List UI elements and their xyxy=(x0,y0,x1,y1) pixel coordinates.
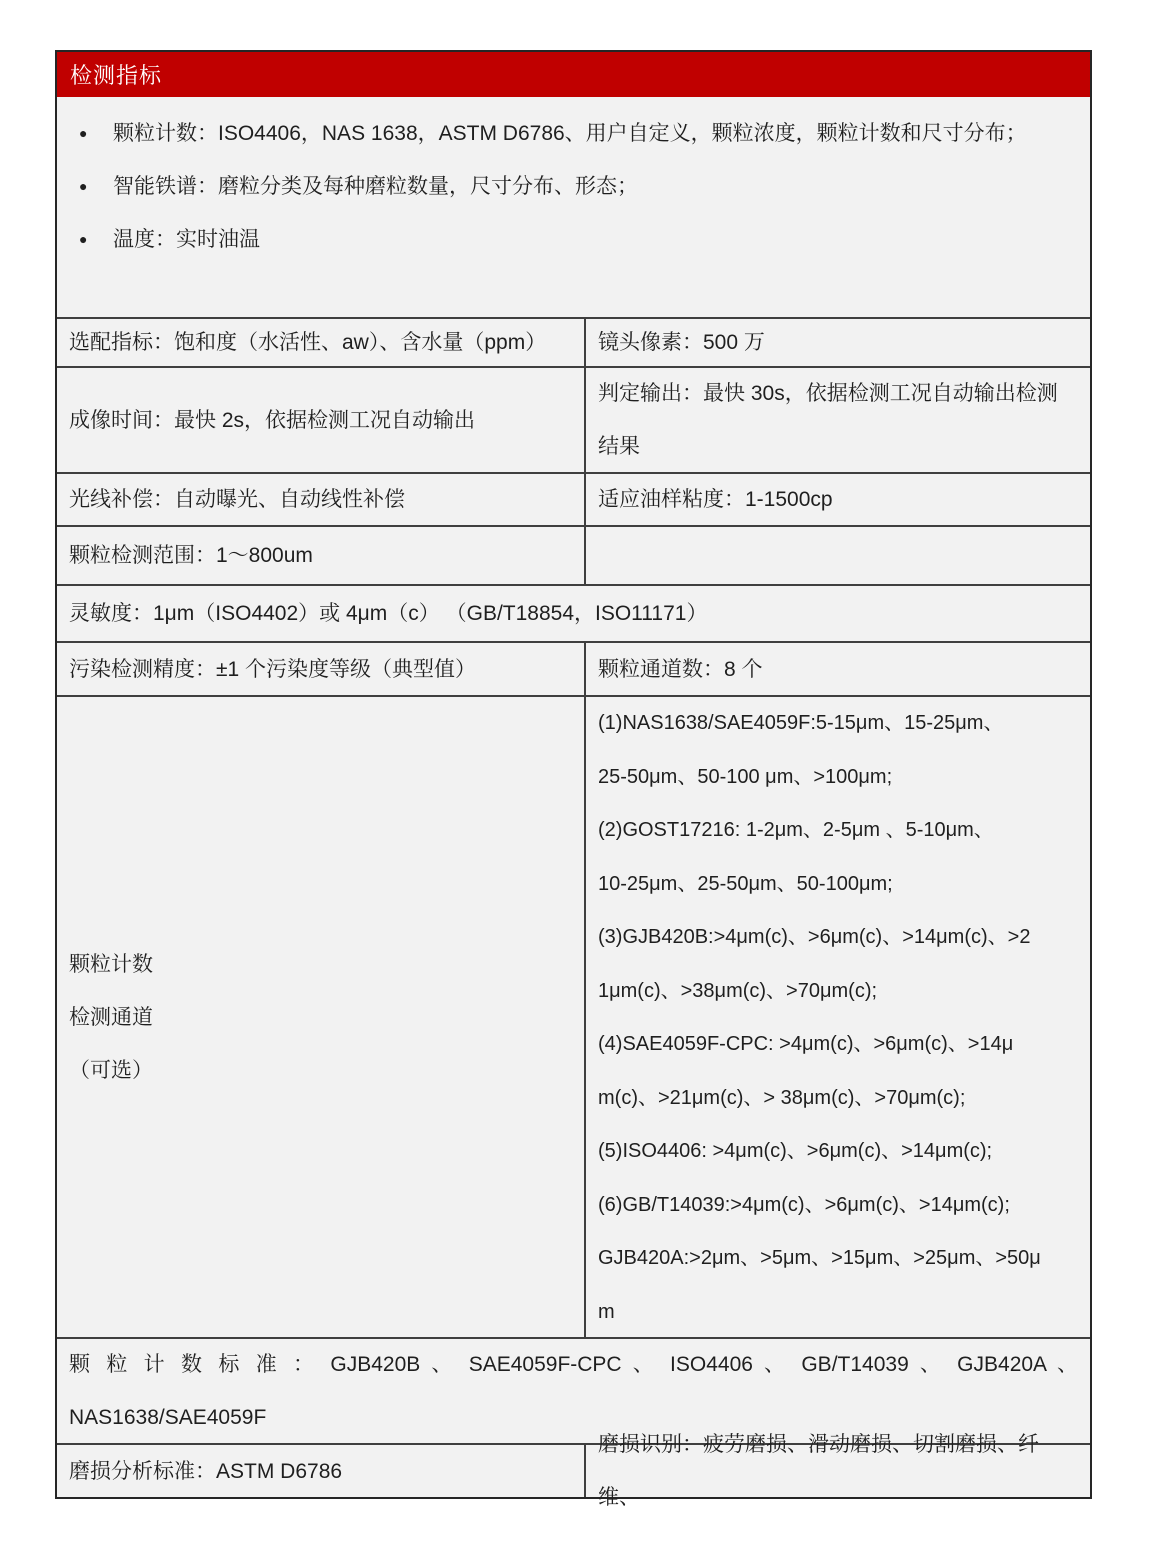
spec-counting-standards-line: 颗 粒 计 数 标 准 ： GJB420B 、 SAE4059F-CPC 、 ISO4406 、 GB/T14039 、 GJB420A 、 xyxy=(69,1353,1078,1376)
section-header xyxy=(57,52,1090,97)
spec-channel-list-line: (2)GOST17216: 1-2μm、2-5μm 、5-10μm、 xyxy=(598,819,994,841)
spec-lens-pixels: 镜头像素：500 万 xyxy=(584,319,1090,366)
bullet-text: 温度：实时油温 xyxy=(113,228,260,251)
spec-particle-range: 颗粒检测范围：1～800um xyxy=(69,544,313,567)
table-row xyxy=(57,1433,1090,1509)
spec-sensitivity: 灵敏度：1μm（ISO4402）或 4μm（c） （GB/T18854，ISO11171） xyxy=(69,602,708,625)
spec-oil-viscosity: 适应油样粘度：1-1500cp xyxy=(584,474,1090,525)
spec-channel-list-line: (5)ISO4406: >4μm(c)、>6μm(c)、>14μm(c); xyxy=(598,1140,993,1162)
spec-judgement-output xyxy=(584,368,1090,472)
bullet-icon: ● xyxy=(79,231,88,247)
bullet-icon: ● xyxy=(79,178,88,194)
spec-judgement-output-line: 结果 xyxy=(598,435,640,458)
table-row xyxy=(57,317,1090,366)
section-header-title: 检测指标 xyxy=(70,63,163,88)
table-row xyxy=(57,641,1090,695)
spec-light-compensation: 光线补偿：自动曝光、自动线性补偿 xyxy=(69,488,405,511)
table-row xyxy=(57,366,1090,472)
bullet-icon: ● xyxy=(79,125,88,141)
spec-counting-standards-line: NAS1638/SAE4059F xyxy=(69,1406,267,1429)
spec-table xyxy=(55,50,1092,1509)
spec-channel-list-line: m xyxy=(598,1300,615,1323)
table-row xyxy=(57,525,1090,584)
bullet-item-temperature xyxy=(71,213,1076,266)
spec-channel-list xyxy=(584,697,1090,1337)
spec-channel-list-line: (6)GB/T14039:>4μm(c)、>6μm(c)、>14μm(c); xyxy=(598,1193,1010,1216)
spec-channel-list-line: GJB420A:>2μm、>5μm、>15μm、>25μm、>50μ xyxy=(598,1247,1041,1269)
spec-judgement-output-line: 判定输出：最快 30s，依据检测工况自动输出检测 xyxy=(598,382,1058,405)
spec-channel-count: 颗粒通道数：8 个 xyxy=(584,643,1090,695)
spec-channel-list-line: m(c)、>21μm(c)、> 38μm(c)、>70μm(c); xyxy=(598,1086,966,1109)
spec-channel-label xyxy=(57,697,584,1337)
spec-wear-standard: 磨损分析标准：ASTM D6786 xyxy=(69,1459,343,1483)
table-row xyxy=(57,472,1090,525)
spec-channel-label-line: （可选） xyxy=(69,1058,153,1082)
spec-channel-list-line: (3)GJB420B:>4μm(c)、>6μm(c)、>14μm(c)、>2 xyxy=(598,926,1031,948)
spec-channel-list-line: 1μm(c)、>38μm(c)、>70μm(c); xyxy=(598,979,878,1002)
spec-channel-list-line: (4)SAE4059F-CPC: >4μm(c)、>6μm(c)、>14μ xyxy=(598,1033,1014,1055)
spec-contamination-accuracy: 污染检测精度：±1 个污染度等级（典型值） xyxy=(69,657,477,681)
spec-optional-metrics: 选配指标：饱和度（水活性、aw）、含水量（ppm） xyxy=(69,331,547,354)
bullet-list xyxy=(57,97,1090,317)
bullet-text: 智能铁谱：磨粒分类及每种磨粒数量，尺寸分布、形态； xyxy=(113,175,638,198)
spec-channel-label-line: 颗粒计数 xyxy=(69,952,153,976)
bullet-item-smart-ferrography xyxy=(71,160,1076,213)
spec-channel-label-line: 检测通道 xyxy=(69,1005,153,1029)
spec-wear-recognition: 磨损识别：疲劳磨损、滑动磨损、切割磨损、纤维、 xyxy=(584,1445,1090,1497)
table-row xyxy=(57,584,1090,641)
bullet-item-particle-counting xyxy=(71,107,1076,160)
bullet-text: 颗粒计数：ISO4406，NAS 1638，ASTM D6786、用户自定义，颗粒浓度，颗粒计数和尺寸分布； xyxy=(113,122,1027,145)
spec-channel-list-line: (1)NAS1638/SAE4059F:5-15μm、15-25μm、 xyxy=(598,712,1004,734)
spec-channel-list-line: 10-25μm、25-50μm、50-100μm; xyxy=(598,872,893,895)
table-row xyxy=(57,695,1090,1337)
spec-channel-list-line: 25-50μm、50-100 μm、>100μm; xyxy=(598,765,893,788)
spec-empty-cell xyxy=(584,527,1090,584)
spec-imaging-time: 成像时间：最快 2s，依据检测工况自动输出 xyxy=(69,408,476,432)
